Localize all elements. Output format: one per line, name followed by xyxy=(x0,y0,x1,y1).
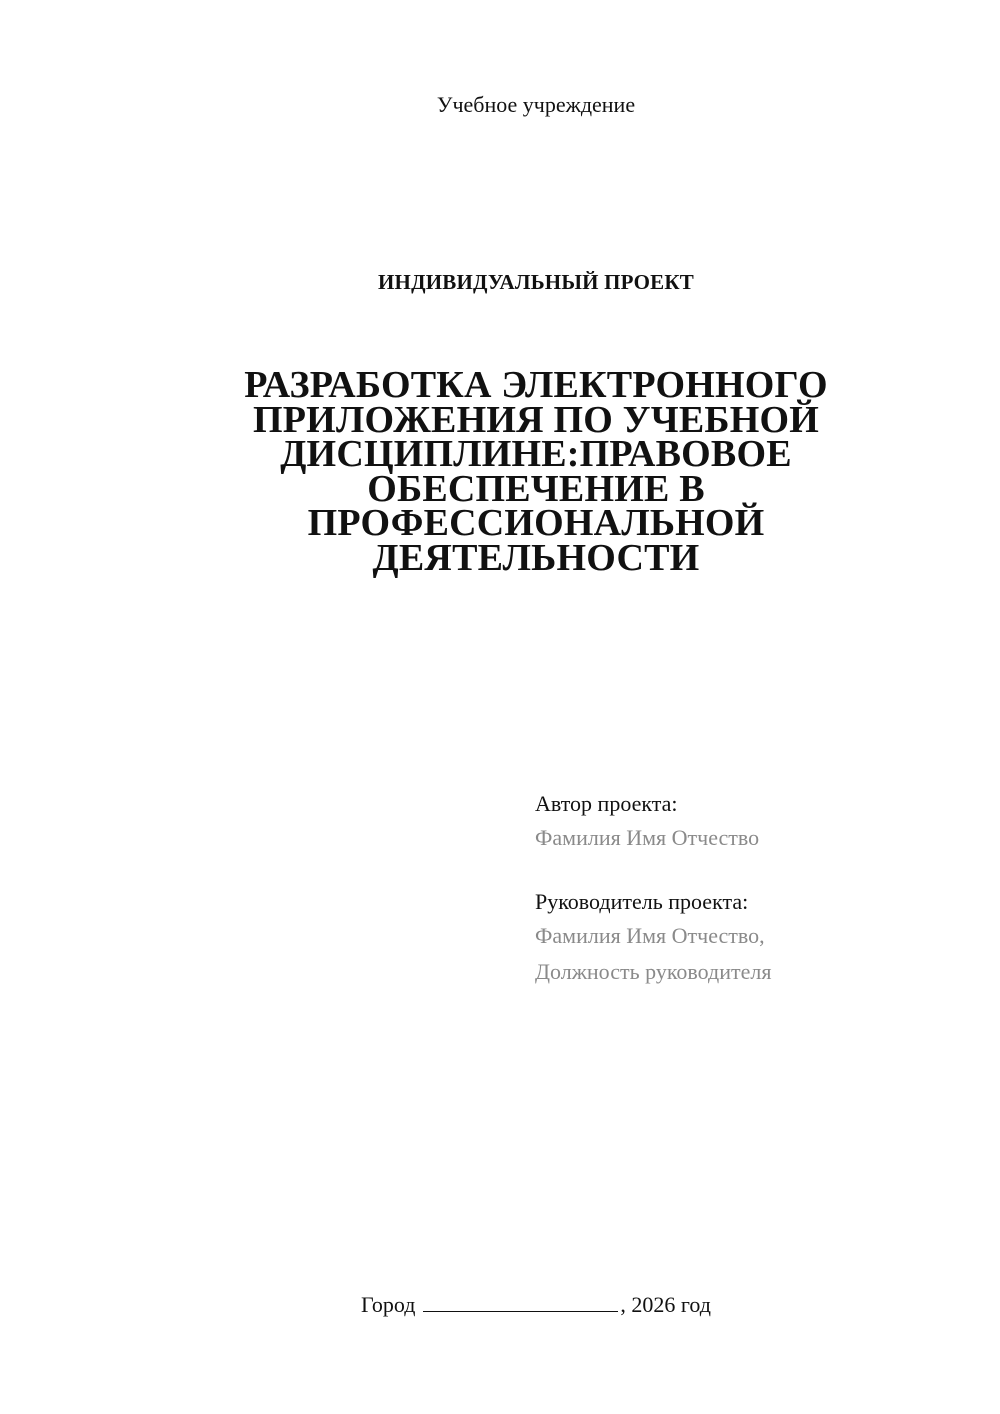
city-label: Город xyxy=(361,1292,416,1317)
supervisor-name: Фамилия Имя Отчество, xyxy=(535,923,765,948)
project-title-line: ДИСЦИПЛИНЕ:ПРАВОВОЕ xyxy=(280,433,792,475)
year-text: , 2026 год xyxy=(620,1292,711,1317)
institution-name: Учебное учреждение xyxy=(436,92,636,117)
city-blank-line xyxy=(423,1292,618,1312)
project-title-line: ПРИЛОЖЕНИЯ ПО УЧЕБНОЙ xyxy=(253,398,819,441)
author-name: Фамилия Имя Отчество xyxy=(535,825,760,850)
city-year-line xyxy=(0,1290,1000,1320)
document-type: ИНДИВИДУАЛЬНЫЙ ПРОЕКТ xyxy=(378,270,694,294)
supervisor-label: Руководитель проекта: xyxy=(535,889,749,914)
supervisor-position: Должность руководителя xyxy=(535,959,772,984)
project-title xyxy=(200,364,872,579)
spacer xyxy=(535,856,975,886)
project-title-line: ДЕЯТЕЛЬНОСТИ xyxy=(372,536,700,579)
project-title-line: РАЗРАБОТКА ЭЛЕКТРОННОГО xyxy=(244,364,828,406)
project-title-line: ПРОФЕССИОНАЛЬНОЙ xyxy=(307,502,765,544)
author-label: Автор проекта: xyxy=(535,791,678,816)
project-people-block xyxy=(535,788,975,990)
project-title-line: ОБЕСПЕЧЕНИЕ В xyxy=(367,467,705,510)
